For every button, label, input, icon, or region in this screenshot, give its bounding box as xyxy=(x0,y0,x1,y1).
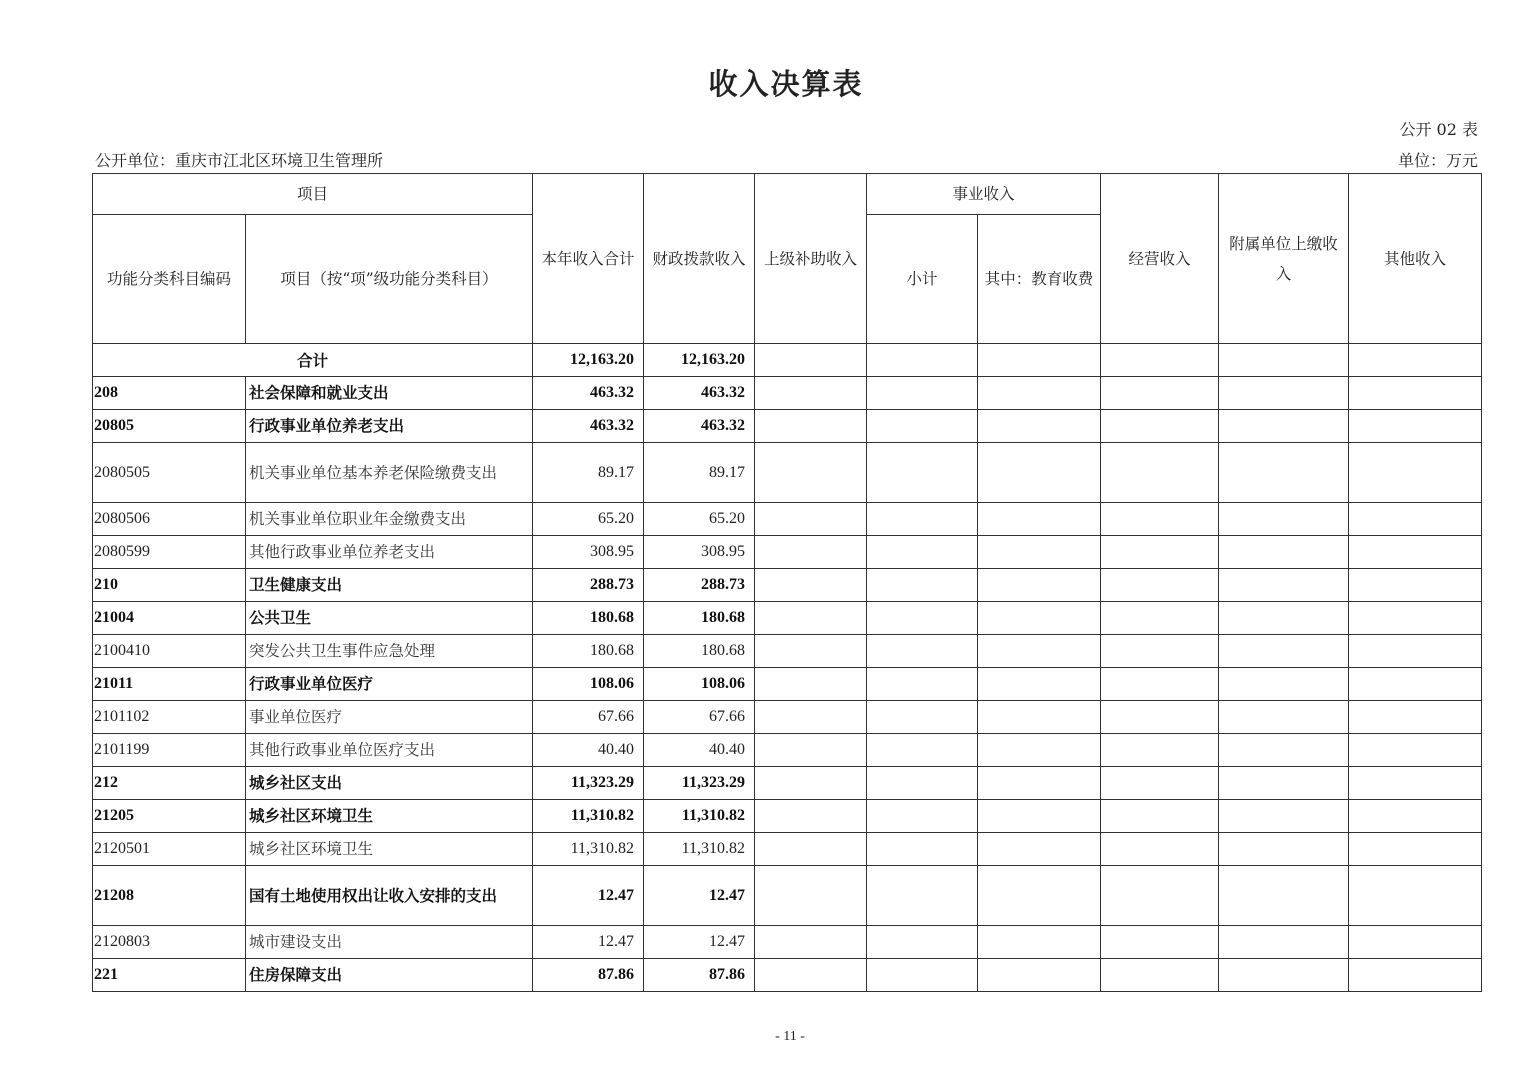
empty-cell xyxy=(1219,833,1349,866)
empty-cell xyxy=(867,377,978,410)
func-code-cell: 2080506 xyxy=(93,503,246,536)
header-fiscal: 财政拨款收入 xyxy=(644,174,755,344)
empty-cell xyxy=(1101,377,1219,410)
empty-cell xyxy=(755,602,867,635)
empty-cell xyxy=(1349,410,1482,443)
func-code-cell: 2100410 xyxy=(93,635,246,668)
header-func-code: 功能分类科目编码 xyxy=(93,215,246,344)
func-code-cell: 2080599 xyxy=(93,536,246,569)
reporting-unit: 公开单位：重庆市江北区环境卫生管理所 xyxy=(95,151,384,170)
empty-cell xyxy=(755,767,867,800)
empty-cell xyxy=(755,635,867,668)
empty-cell xyxy=(755,443,867,503)
empty-cell xyxy=(1349,734,1482,767)
empty-cell xyxy=(978,443,1101,503)
empty-cell xyxy=(867,734,978,767)
header-func-name: 项目（按“项”级功能分类科目） xyxy=(246,215,533,344)
func-code-cell: 221 xyxy=(93,959,246,992)
func-name-cell: 公共卫生 xyxy=(246,602,533,635)
total-income-cell: 40.40 xyxy=(533,734,644,767)
table-row xyxy=(93,536,1482,569)
currency-unit: 单位：万元 xyxy=(1397,151,1478,170)
empty-cell xyxy=(867,443,978,503)
table-row xyxy=(93,377,1482,410)
empty-cell xyxy=(1349,503,1482,536)
empty-cell xyxy=(1349,800,1482,833)
empty-cell xyxy=(1219,443,1349,503)
total-label: 合计 xyxy=(93,344,533,377)
empty-cell xyxy=(1219,569,1349,602)
total-fiscal-value: 12,163.20 xyxy=(644,344,755,377)
empty-cell xyxy=(978,833,1101,866)
func-name-cell: 其他行政事业单位医疗支出 xyxy=(246,734,533,767)
page-number: - 11 - xyxy=(775,1029,805,1044)
header-total-income: 本年收入合计 xyxy=(533,174,644,344)
empty-cell xyxy=(1349,377,1482,410)
empty-cell xyxy=(1349,344,1482,377)
func-code-cell: 2101102 xyxy=(93,701,246,734)
fiscal-cell: 65.20 xyxy=(644,503,755,536)
empty-cell xyxy=(1219,602,1349,635)
empty-cell xyxy=(1349,635,1482,668)
empty-cell xyxy=(755,503,867,536)
empty-cell xyxy=(1219,866,1349,926)
func-name-cell: 机关事业单位基本养老保险缴费支出 xyxy=(246,443,533,503)
empty-cell xyxy=(1349,701,1482,734)
empty-cell xyxy=(978,668,1101,701)
func-code-cell: 2120501 xyxy=(93,833,246,866)
fiscal-cell: 180.68 xyxy=(644,635,755,668)
table-row xyxy=(93,767,1482,800)
total-income-cell: 11,310.82 xyxy=(533,800,644,833)
func-code-cell: 21004 xyxy=(93,602,246,635)
empty-cell xyxy=(1219,377,1349,410)
empty-cell xyxy=(867,410,978,443)
empty-cell xyxy=(755,410,867,443)
empty-cell xyxy=(1101,443,1219,503)
table-row xyxy=(93,701,1482,734)
empty-cell xyxy=(1349,569,1482,602)
header-affiliated: 附属单位上缴收入 xyxy=(1219,174,1349,344)
fiscal-cell: 108.06 xyxy=(644,668,755,701)
fiscal-cell: 11,323.29 xyxy=(644,767,755,800)
empty-cell xyxy=(755,866,867,926)
func-name-cell: 住房保障支出 xyxy=(246,959,533,992)
empty-cell xyxy=(1101,536,1219,569)
empty-cell xyxy=(978,701,1101,734)
fiscal-cell: 11,310.82 xyxy=(644,833,755,866)
empty-cell xyxy=(755,701,867,734)
table-row xyxy=(93,734,1482,767)
total-income-cell: 12.47 xyxy=(533,926,644,959)
total-income-cell: 463.32 xyxy=(533,410,644,443)
empty-cell xyxy=(867,344,978,377)
empty-cell xyxy=(1101,635,1219,668)
func-name-cell: 国有土地使用权出让收入安排的支出 xyxy=(246,866,533,926)
empty-cell xyxy=(867,833,978,866)
table-row xyxy=(93,959,1482,992)
total-row xyxy=(93,344,1482,377)
empty-cell xyxy=(1101,926,1219,959)
empty-cell xyxy=(867,602,978,635)
empty-cell xyxy=(867,866,978,926)
empty-cell xyxy=(867,959,978,992)
header-education: 其中：教育收费 xyxy=(978,215,1101,344)
func-name-cell: 城乡社区环境卫生 xyxy=(246,800,533,833)
empty-cell xyxy=(1101,866,1219,926)
func-name-cell: 行政事业单位养老支出 xyxy=(246,410,533,443)
empty-cell xyxy=(1349,767,1482,800)
total-income-cell: 288.73 xyxy=(533,569,644,602)
empty-cell xyxy=(1101,734,1219,767)
total-income-cell: 89.17 xyxy=(533,443,644,503)
empty-cell xyxy=(1349,959,1482,992)
table-row xyxy=(93,635,1482,668)
empty-cell xyxy=(1219,410,1349,443)
empty-cell xyxy=(1219,635,1349,668)
empty-cell xyxy=(1219,344,1349,377)
fiscal-cell: 180.68 xyxy=(644,602,755,635)
empty-cell xyxy=(1101,410,1219,443)
empty-cell xyxy=(1349,926,1482,959)
empty-cell xyxy=(978,866,1101,926)
empty-cell xyxy=(755,833,867,866)
empty-cell xyxy=(1219,734,1349,767)
total-income-cell: 108.06 xyxy=(533,668,644,701)
total-income-cell: 87.86 xyxy=(533,959,644,992)
empty-cell xyxy=(978,734,1101,767)
page-title: 收入决算表 xyxy=(708,67,864,101)
empty-cell xyxy=(1101,344,1219,377)
table-row xyxy=(93,443,1482,503)
table-row xyxy=(93,602,1482,635)
empty-cell xyxy=(1101,701,1219,734)
empty-cell xyxy=(1101,668,1219,701)
empty-cell xyxy=(1219,767,1349,800)
empty-cell xyxy=(867,800,978,833)
empty-cell xyxy=(978,959,1101,992)
table-row xyxy=(93,569,1482,602)
total-income-cell: 12.47 xyxy=(533,866,644,926)
empty-cell xyxy=(867,569,978,602)
empty-cell xyxy=(978,767,1101,800)
empty-cell xyxy=(1219,503,1349,536)
func-code-cell: 2080505 xyxy=(93,443,246,503)
empty-cell xyxy=(1219,536,1349,569)
fiscal-cell: 89.17 xyxy=(644,443,755,503)
empty-cell xyxy=(1101,503,1219,536)
func-name-cell: 社会保障和就业支出 xyxy=(246,377,533,410)
empty-cell xyxy=(867,926,978,959)
func-code-cell: 21011 xyxy=(93,668,246,701)
header-other: 其他收入 xyxy=(1349,174,1482,344)
empty-cell xyxy=(1101,767,1219,800)
empty-cell xyxy=(1349,443,1482,503)
func-code-cell: 210 xyxy=(93,569,246,602)
empty-cell xyxy=(755,734,867,767)
empty-cell xyxy=(755,668,867,701)
empty-cell xyxy=(1219,959,1349,992)
func-code-cell: 208 xyxy=(93,377,246,410)
fiscal-cell: 87.86 xyxy=(644,959,755,992)
total-income-cell: 180.68 xyxy=(533,635,644,668)
empty-cell xyxy=(978,503,1101,536)
empty-cell xyxy=(1349,602,1482,635)
header-operating: 经营收入 xyxy=(1101,174,1219,344)
total-income-cell: 463.32 xyxy=(533,377,644,410)
func-name-cell: 城市建设支出 xyxy=(246,926,533,959)
empty-cell xyxy=(1219,668,1349,701)
empty-cell xyxy=(1219,800,1349,833)
empty-cell xyxy=(867,701,978,734)
empty-cell xyxy=(978,377,1101,410)
empty-cell xyxy=(1101,833,1219,866)
empty-cell xyxy=(1349,866,1482,926)
header-business-income: 事业收入 xyxy=(867,174,1101,215)
empty-cell xyxy=(755,377,867,410)
table-row xyxy=(93,833,1482,866)
empty-cell xyxy=(978,536,1101,569)
table-row xyxy=(93,410,1482,443)
empty-cell xyxy=(1219,926,1349,959)
header-subtotal: 小计 xyxy=(867,215,978,344)
empty-cell xyxy=(1349,833,1482,866)
total-income-cell: 67.66 xyxy=(533,701,644,734)
fiscal-cell: 288.73 xyxy=(644,569,755,602)
total-income-cell: 65.20 xyxy=(533,503,644,536)
empty-cell xyxy=(1101,800,1219,833)
empty-cell xyxy=(978,926,1101,959)
empty-cell xyxy=(867,536,978,569)
empty-cell xyxy=(755,800,867,833)
income-table xyxy=(92,173,1482,992)
func-name-cell: 其他行政事业单位养老支出 xyxy=(246,536,533,569)
func-code-cell: 20805 xyxy=(93,410,246,443)
func-code-cell: 2120803 xyxy=(93,926,246,959)
fiscal-cell: 12.47 xyxy=(644,866,755,926)
fiscal-cell: 40.40 xyxy=(644,734,755,767)
empty-cell xyxy=(755,926,867,959)
fiscal-cell: 308.95 xyxy=(644,536,755,569)
empty-cell xyxy=(978,569,1101,602)
func-name-cell: 事业单位医疗 xyxy=(246,701,533,734)
empty-cell xyxy=(1349,536,1482,569)
empty-cell xyxy=(755,344,867,377)
func-name-cell: 突发公共卫生事件应急处理 xyxy=(246,635,533,668)
empty-cell xyxy=(867,503,978,536)
fiscal-cell: 463.32 xyxy=(644,377,755,410)
fiscal-cell: 67.66 xyxy=(644,701,755,734)
func-name-cell: 行政事业单位医疗 xyxy=(246,668,533,701)
empty-cell xyxy=(1101,602,1219,635)
empty-cell xyxy=(978,344,1101,377)
func-code-cell: 2101199 xyxy=(93,734,246,767)
empty-cell xyxy=(1349,668,1482,701)
func-name-cell: 城乡社区环境卫生 xyxy=(246,833,533,866)
total-income-cell: 11,310.82 xyxy=(533,833,644,866)
empty-cell xyxy=(755,959,867,992)
func-code-cell: 21205 xyxy=(93,800,246,833)
total-income-cell: 308.95 xyxy=(533,536,644,569)
total-income-cell: 180.68 xyxy=(533,602,644,635)
header-project: 项目 xyxy=(93,174,533,215)
empty-cell xyxy=(867,635,978,668)
table-row xyxy=(93,866,1482,926)
fiscal-cell: 463.32 xyxy=(644,410,755,443)
empty-cell xyxy=(978,410,1101,443)
empty-cell xyxy=(1101,569,1219,602)
empty-cell xyxy=(978,800,1101,833)
header-superior: 上级补助收入 xyxy=(755,174,867,344)
total-income-value: 12,163.20 xyxy=(533,344,644,377)
table-row xyxy=(93,800,1482,833)
func-name-cell: 机关事业单位职业年金缴费支出 xyxy=(246,503,533,536)
total-income-cell: 11,323.29 xyxy=(533,767,644,800)
empty-cell xyxy=(978,602,1101,635)
empty-cell xyxy=(1101,959,1219,992)
func-code-cell: 212 xyxy=(93,767,246,800)
func-name-cell: 城乡社区支出 xyxy=(246,767,533,800)
func-code-cell: 21208 xyxy=(93,866,246,926)
empty-cell xyxy=(867,767,978,800)
empty-cell xyxy=(755,536,867,569)
empty-cell xyxy=(755,569,867,602)
empty-cell xyxy=(867,668,978,701)
empty-cell xyxy=(1219,701,1349,734)
table-row xyxy=(93,668,1482,701)
form-number: 公开 02 表 xyxy=(1399,120,1478,139)
empty-cell xyxy=(978,635,1101,668)
table-row xyxy=(93,926,1482,959)
func-name-cell: 卫生健康支出 xyxy=(246,569,533,602)
fiscal-cell: 11,310.82 xyxy=(644,800,755,833)
table-row xyxy=(93,503,1482,536)
fiscal-cell: 12.47 xyxy=(644,926,755,959)
